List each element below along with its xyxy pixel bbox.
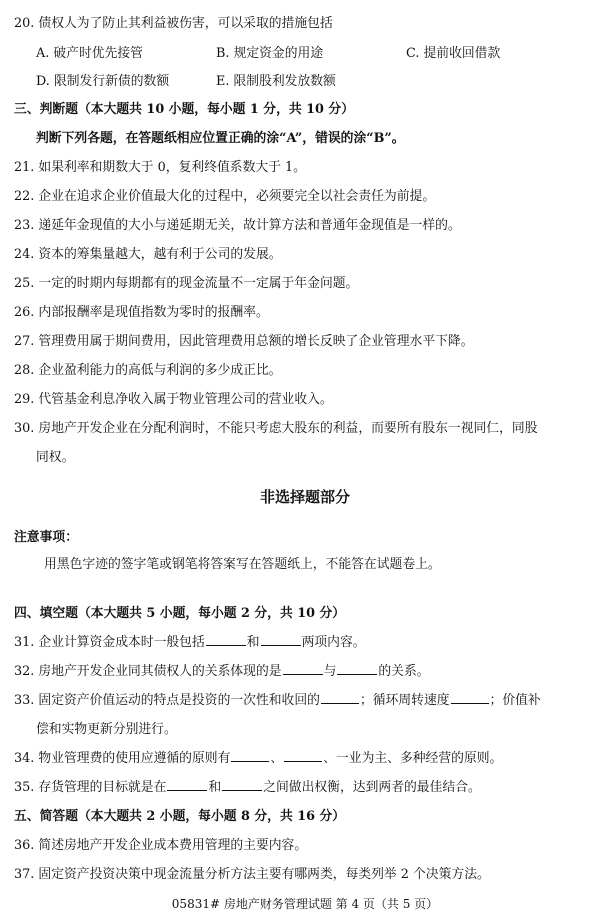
q35-text-a: 35. 存货管理的目标就是在 [14,780,167,795]
q31-text-a: 31. 企业计算资金成本时一般包括 [14,635,205,650]
question-32 [14,660,430,679]
answer-blank[interactable] [231,749,269,762]
option-c: C. 提前收回借款 [406,46,501,61]
answer-blank[interactable] [261,633,301,646]
option-e: E. 限制股利发放数额 [216,74,336,89]
question-22: 22. 企业在追求企业价值最大化的过程中，必须要完全以社会责任为前提。 [14,189,436,204]
question-20-stem: 20. 债权人为了防止其利益被伤害，可以采取的措施包括 [14,16,333,31]
question-30-continuation: 同权。 [36,450,75,465]
section-3-title: 三、判断题（本大题共 10 小题，每小题 1 分，共 10 分） [14,102,354,117]
question-23: 23. 递延年金现值的大小与递延期无关，故计算方法和普通年金现值是一样的。 [14,218,461,233]
question-36: 36. 简述房地产开发企业成本费用管理的主要内容。 [14,838,308,853]
question-24: 24. 资本的筹集量越大，越有利于公司的发展。 [14,247,282,262]
option-a: A. 破产时优先接管 [36,46,143,61]
part-title: 非选择题部分 [259,488,350,506]
section-3-instruction: 判断下列各题，在答题纸相应位置正确的涂“A”，错误的涂“B”。 [36,131,405,146]
answer-blank[interactable] [337,662,377,675]
answer-blank[interactable] [206,633,246,646]
q31-text-b: 和 [246,635,260,650]
answer-blank[interactable] [284,749,322,762]
option-b: B. 规定资金的用途 [216,46,324,61]
question-28: 28. 企业盈利能力的高低与利润的多少成正比。 [14,363,282,378]
page-footer: 05831# 房地产财务管理试题 第 4 页（共 5 页） [171,897,439,911]
q35-text-c: 之间做出权衡，达到两者的最佳结合。 [263,780,481,795]
q32-text-b: 与 [323,664,337,679]
q35-text-b: 和 [208,780,222,795]
question-29: 29. 代管基金利息净收入属于物业管理公司的营业收入。 [14,392,333,407]
question-26: 26. 内部报酬率是现值指数为零时的报酬率。 [14,305,269,320]
question-33 [14,689,541,708]
answer-blank[interactable] [321,691,359,704]
question-30: 30. 房地产开发企业在分配利润时，不能只考虑大股东的利益，而要所有股东一视同仁，同股 [14,421,538,436]
answer-blank[interactable] [451,691,489,704]
q34-text-a: 34. 物业管理费的使用应遵循的原则有 [14,751,231,766]
question-27: 27. 管理费用属于期间费用，因此管理费用总额的增长反映了企业管理水平下降。 [14,334,474,349]
q33-text-c: ；价值补 [489,693,541,708]
q32-text-c: 的关系。 [378,664,430,679]
question-37: 37. 固定资产投资决策中现金流量分析方法主要有哪两类，每类列举 2 个决策方法。 [14,867,490,882]
question-31 [14,631,366,650]
q32-text-a: 32. 房地产开发企业同其债权人的关系体现的是 [14,664,282,679]
q34-text-c: 、一业为主、多种经营的原则。 [323,751,503,766]
question-35 [14,776,481,795]
q33-text-a: 33. 固定资产价值运动的特点是投资的一次性和收回的 [14,693,320,708]
q33-text-b: ；循环周转速度 [359,693,450,708]
question-33-continuation: 偿和实物更新分别进行。 [36,722,177,737]
notice-title: 注意事项： [14,530,78,545]
q34-text-b: 、 [270,751,284,766]
answer-blank[interactable] [167,778,207,791]
section-5-title: 五、简答题（本大题共 2 小题，每小题 8 分，共 16 分） [14,809,346,824]
answer-blank[interactable] [283,662,323,675]
question-25: 25. 一定的时期内每期都有的现金流量不一定属于年金问题。 [14,276,359,291]
answer-blank[interactable] [222,778,262,791]
question-34 [14,747,502,766]
q31-text-c: 两项内容。 [301,635,366,650]
notice-text: 用黑色字迹的签字笔或钢笔将答案写在答题纸上，不能答在试题卷上。 [44,557,441,572]
question-21: 21. 如果利率和期数大于 0，复利终值系数大于 1。 [14,160,306,175]
option-d: D. 限制发行新债的数额 [36,74,170,89]
section-4-title: 四、填空题（本大题共 5 小题，每小题 2 分，共 10 分） [14,606,346,621]
